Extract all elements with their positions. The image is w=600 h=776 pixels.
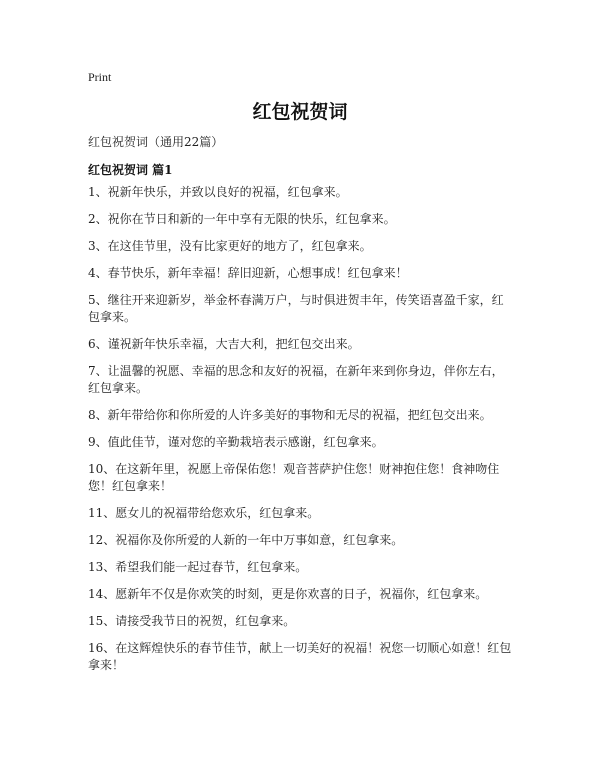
greeting-item: 8、新年带给你和你所爱的人许多美好的事物和无尽的祝福，把红包交出来。 (88, 408, 492, 422)
greeting-item: 13、希望我们能一起过春节，红包拿来。 (88, 560, 308, 574)
document-subtitle: 红包祝贺词（通用22篇） (88, 135, 224, 149)
greeting-item: 11、愿女儿的祝福带给您欢乐，红包拿来。 (88, 506, 320, 520)
greeting-item: 3、在这佳节里，没有比家更好的地方了，红包拿来。 (88, 239, 372, 253)
greeting-item: 10、在这新年里，祝愿上帝保佑您！观音菩萨护住您！财神抱住您！食神吻住您！红包拿来！ (88, 462, 500, 493)
greeting-list (88, 184, 512, 684)
document-title: 红包祝贺词 (252, 101, 348, 123)
greeting-item: 4、春节快乐，新年幸福！辞旧迎新，心想事成！红包拿来！ (88, 266, 408, 280)
greeting-item: 16、在这辉煌快乐的春节佳节，献上一切美好的祝福！祝您一切顺心如意！红包拿来！ (88, 641, 512, 672)
greeting-item: 14、愿新年不仅是你欢笑的时刻，更是你欢喜的日子，祝福你，红包拿来。 (88, 587, 488, 601)
greeting-item: 5、继往开来迎新岁，举金杯春满万户，与时俱进贺丰年，传笑语喜盈千家，红包拿来。 (88, 293, 504, 324)
print-label: Print (88, 70, 112, 84)
greeting-item: 15、请接受我节日的祝贺，红包拿来。 (88, 614, 296, 628)
greeting-item: 12、祝福你及你所爱的人新的一年中万事如意，红包拿来。 (88, 533, 404, 547)
greeting-item: 1、祝新年快乐，并致以良好的祝福，红包拿来。 (88, 185, 348, 199)
greeting-item: 2、祝你在节日和新的一年中享有无限的快乐，红包拿来。 (88, 212, 396, 226)
greeting-item: 9、值此佳节，谨对您的辛勤栽培表示感谢，红包拿来。 (88, 435, 384, 449)
section-heading: 红包祝贺词 篇1 (88, 163, 173, 177)
greeting-item: 6、谨祝新年快乐幸福，大吉大利，把红包交出来。 (88, 337, 360, 351)
greeting-item: 7、让温馨的祝愿、幸福的思念和友好的祝福，在新年来到你身边，伴你左右，红包拿来。 (88, 364, 504, 395)
